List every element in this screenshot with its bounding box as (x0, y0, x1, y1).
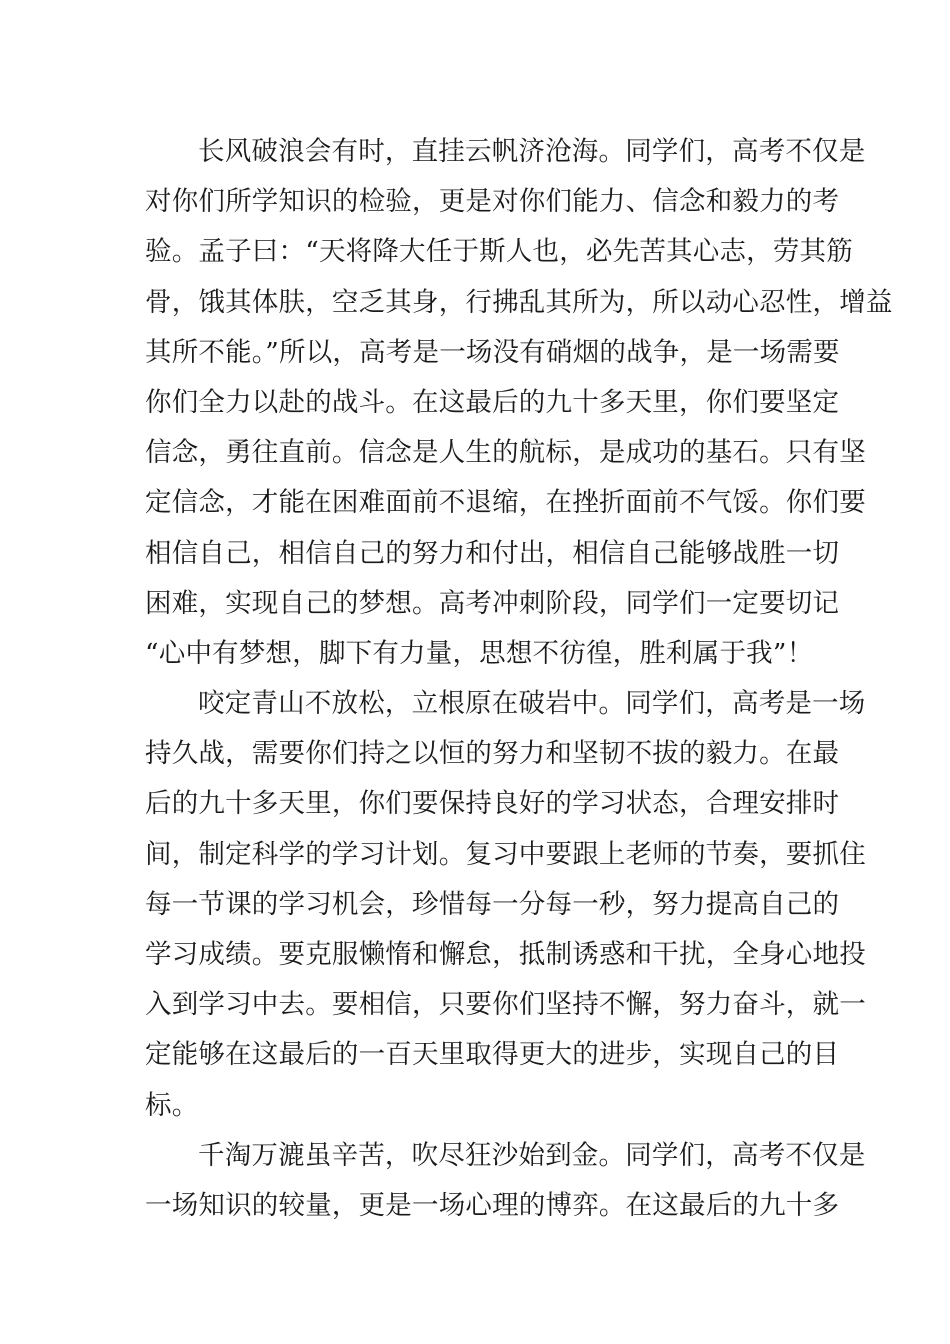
text-line: 一场知识的较量，更是一场心理的博弈。在这最后的九十多 (145, 1189, 840, 1221)
document-body (145, 127, 893, 1231)
text-line: 长风破浪会有时，直挂云帆济沧海。同学们，高考不仅是 (198, 136, 866, 167)
text-line: 学习成绩。要克服懒惰和懈怠，抵制诱惑和干扰，全身心地投 (145, 939, 866, 970)
text-line: 信念，勇往直前。信念是人生的航标，是成功的基石。只有坚 (145, 437, 866, 469)
text-line: 相信自己，相信自己的努力和付出，相信自己能够战胜一切 (145, 537, 840, 569)
text-line: 咬定青山不放松，立根原在破岩中。同学们，高考是一场 (198, 688, 866, 720)
text-line: 千淘万漉虽辛苦，吹尽狂沙始到金。同学们，高考不仅是 (198, 1139, 866, 1171)
text-line: 你们全力以赴的战斗。在这最后的九十多天里，你们要坚定 (145, 386, 840, 418)
text-line: 间，制定科学的学习计划。复习中要跟上老师的节奏，要抓住 (145, 838, 866, 870)
text-line: 每一节课的学习机会，珍惜每一分每一秒，努力提高自己的 (145, 888, 840, 920)
text-line: 定信念，才能在困难面前不退缩，在挫折面前不气馁。你们要 (145, 487, 866, 519)
text-line: 骨，饿其体肤，空乏其身，行拂乱其所为，所以动心忍性，增益 (145, 286, 893, 318)
text-line: 定能够在这最后的一百天里取得更大的进步，实现自己的目 (145, 1039, 840, 1071)
text-line: 持久战，需要你们持之以恒的努力和坚韧不拔的毅力。在最 (145, 738, 840, 770)
paragraph (145, 127, 893, 679)
text-line: 入到学习中去。要相信，只要你们坚持不懈，努力奋斗，就一 (145, 989, 866, 1021)
text-line: 标。 (145, 1089, 199, 1121)
text-line: “心中有梦想，脚下有力量，思想不彷徨，胜利属于我”！ (145, 637, 814, 669)
text-line: 困难，实现自己的梦想。高考冲刺阶段，同学们一定要切记 (145, 587, 840, 619)
text-line: 其所不能。”所以，高考是一场没有硝烟的战争，是一场需要 (145, 336, 840, 368)
text-line: 对你们所学知识的检验，更是对你们能力、信念和毅力的考 (145, 186, 840, 218)
text-line: 验。孟子曰：“天将降大任于斯人也，必先苦其心志，劳其筋 (145, 236, 853, 268)
text-line: 后的九十多天里，你们要保持良好的学习状态，合理安排时 (145, 788, 840, 820)
paragraph (145, 679, 866, 1131)
paragraph (145, 1131, 866, 1231)
